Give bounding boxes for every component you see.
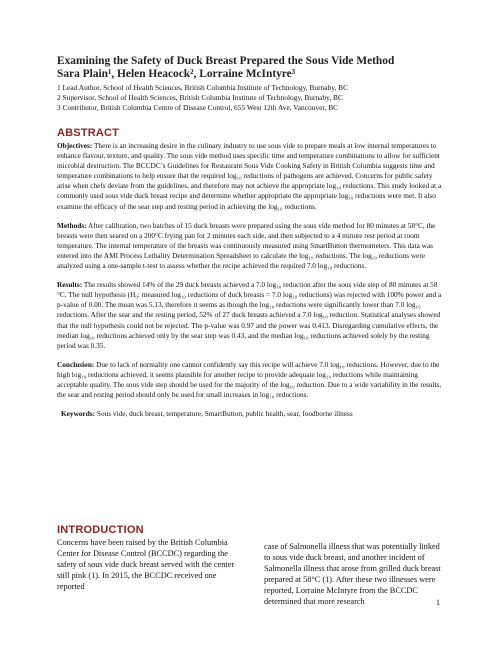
conclusion-text: Due to lack of normality one cannot confidently say this recipe will achieve 7.0 log₁₀ reductions. However, due to the high log₁₀ reductions achieved, it seems plausible for another recipe to provide adequate log₁₀ reductions while maintaining acceptable quality. The sous vide step should be used for the majority of the log₁₀ reduction. Due to a wide variability in the results, the sear and resting period should only be used for small increases in log₁₀ reductions. xyxy=(57,359,442,400)
methods-text: After calibration, two batches of 15 duck breasts were prepared using the sous vide method for 80 minutes at 58°C, the breasts were then seared on a 200°C frying pan for 2 minutes each side, and then subjected to a 4 minute rest period at room temperature. The internal temperature of the breasts was continuously measured using SmartButton thermometers. This data was entered into the AMI Process Lethality Determination Spreadsheet to calculate the log₁₀ reductions. The log₁₀ reductions were analyzed using a one-sample t-test to assess whether the recipe achieved the required 7.0 log₁₀ reductions. xyxy=(57,220,436,271)
results-label: Results: xyxy=(57,280,83,290)
affiliation-1: 1 Lead Author, School of Health Sciences, British Columbia Institute of Technology, Burnaby, BC xyxy=(57,83,349,92)
introduction-columns xyxy=(57,537,442,607)
objectives-paragraph xyxy=(57,141,442,212)
keywords-text: Sous vide, duck breast, temperature, SmartButton, public health, sear, foodborne illness xyxy=(96,409,353,419)
author-list: Sara Plain¹, Helen Heacock², Lorraine McIntyre³ xyxy=(57,68,296,80)
page-number: 1 xyxy=(436,598,440,607)
objectives-text: There is an increasing desire in the culinary industry to use sous vide to prepare meals at low internal temperatures to enhance flavour, texture, and quality. The sous vide method uses specific time and temperature combinations to allow for sufficient microbial destruction. The BCCDC’s Guidelines for Restaurant Sous Vide Cooking Safety in British Columbia suggests time and temperature combinations to help ensure that the required log₁₀ reductions of pathogens are achieved. Concerns for public safety arise when chefs deviate from the guidelines, and therefore may not achieve the appropriate log₁₀ reductions. This study looked at a commonly used sous vide duck breast recipe and determine whether appropriate the appropriate log₁₀ reductions were met. It also examine the efficacy of the sear step and resting period in achieving the log₁₀ reductions. xyxy=(57,141,442,211)
results-text: The results showed 14% of the 29 duck breasts achieved a 7.0 log₁₀ reduction after the sous vide step of 80 minutes at 58 °C. The null hypothesis (H₀: measured log₁₀ reductions of duck breasts = 7.0 log₁₀ reductions) was rejected with 100% power and a p-value of 0.00. The mean was 5.13, therefore it seems as though the log₁₀ reductions were significantly lower than 7.0 log₁₀ reductions. After the sear and the resting period, 52% of 27 duck breasts achieved a 7.0 log₁₀ reduction. Statistical analyses showed that the null hypothesis could not be rejected. The p-value was 0.97 and the power was 0.413. Disregarding cumulative effects, the median log₁₀ reductions achieved only by the sear step was 0.43, and the median log₁₀ reductions achieved solely by the resting period was 0.35. xyxy=(57,280,442,350)
introduction-column-2: case of Salmonella illness that was potentially linked to sous vide duck breast, and another incident of Salmonella illness that arose from grilled duck breast prepared at 58°C (1). After these two illnesses were reported, Lorraine McIntyre from the BCCDC determined that more research xyxy=(264,542,441,606)
introduction-column-1: Concerns have been raised by the British Columbia Center for Disease Control (BCCDC) regarding the safety of sous vide duck breast served with the center still pink (1). In 2015, the BCCDC received one reported xyxy=(57,538,235,591)
abstract-heading: ABSTRACT xyxy=(57,127,120,139)
conclusion-label: Conclusion: xyxy=(57,359,95,369)
introduction-section xyxy=(57,524,442,607)
conclusion-paragraph xyxy=(57,360,442,400)
paper-title: Examining the Safety of Duck Breast Prepared the Sous Vide Method xyxy=(57,55,395,67)
keywords-label: Keywords: xyxy=(61,409,96,419)
affiliation-2: 2 Supervisor, School of Health Sciences, British Columbia Institute of Technology, Burnaby, BC xyxy=(57,93,343,102)
keywords-line xyxy=(61,409,442,419)
introduction-heading: INTRODUCTION xyxy=(57,524,144,536)
methods-label: Methods: xyxy=(57,220,87,230)
methods-paragraph xyxy=(57,221,442,271)
results-paragraph xyxy=(57,280,442,351)
affiliation-3: 3 Contributor, British Columbia Centre of Disease Control, 655 West 12th Ave, Vancouver, BC xyxy=(57,103,339,112)
objectives-label: Objectives: xyxy=(57,141,93,150)
